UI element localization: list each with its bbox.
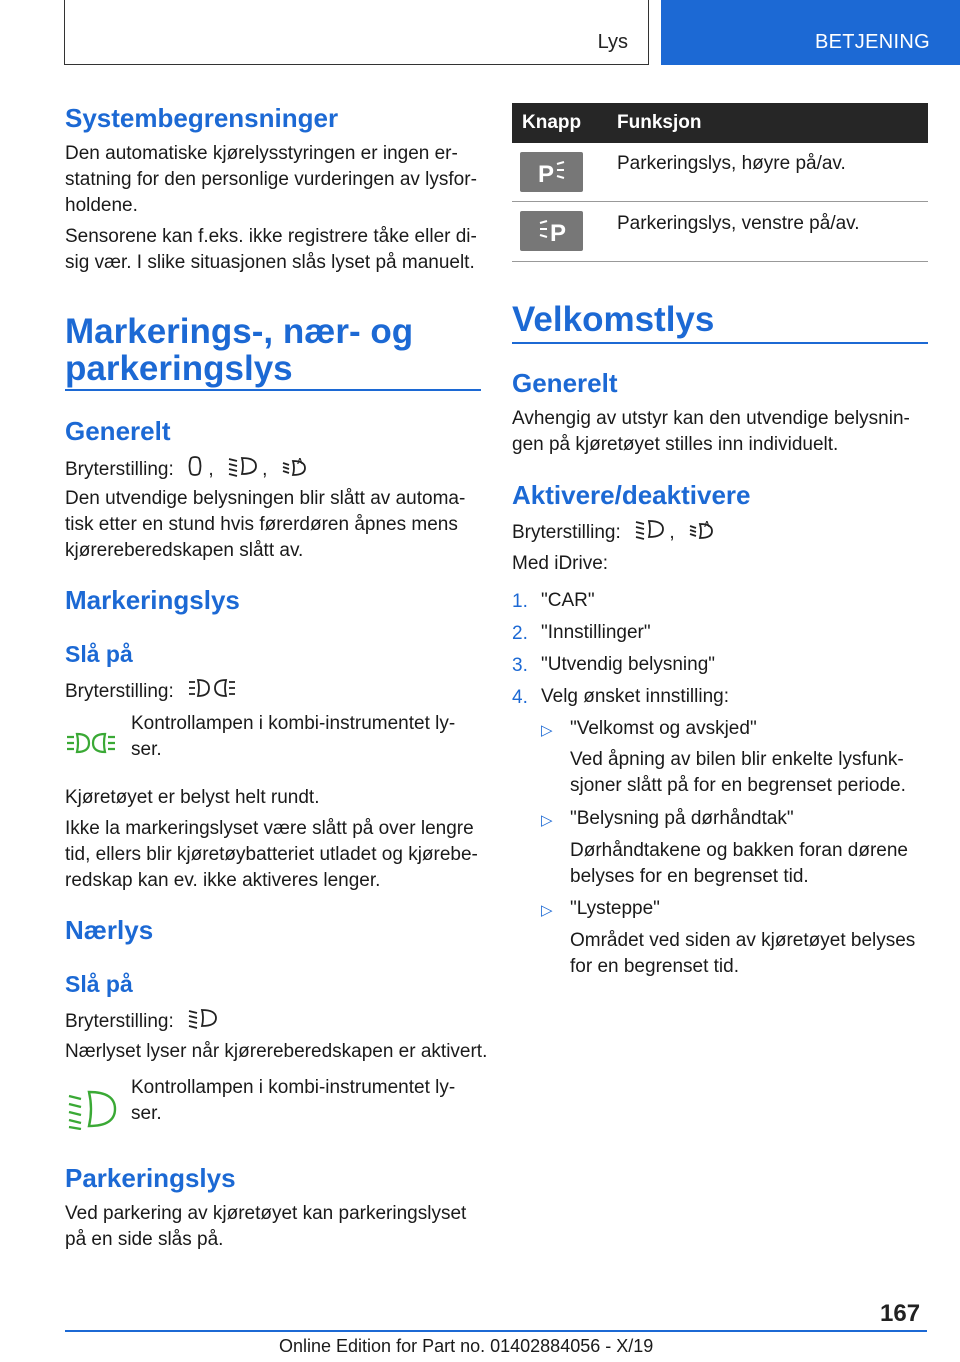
comma: ,	[669, 522, 675, 544]
switch-label: Bryterstilling:	[65, 1011, 174, 1033]
indicator-2-text-line-2: ser.	[131, 1103, 162, 1124]
comma: ,	[208, 459, 214, 481]
velkomst-generelt-line-1: Avhengig av utstyr kan den utvendige belysnin-	[512, 408, 910, 429]
heading-markeringslys: Markeringslys	[65, 585, 240, 615]
bullet-3: ▷	[541, 902, 553, 919]
table-row-2-text: Parkeringslys, venstre på/av.	[617, 213, 860, 234]
main-title-line-2: parkeringslys	[65, 349, 293, 388]
indicator-2-text-line-1: Kontrollampen i kombi-instrumentet ly-	[131, 1077, 456, 1098]
option-1-line-1: Ved åpning av bilen blir enkelte lysfunk-	[570, 749, 904, 770]
edition-note: Online Edition for Part no. 01402884056 - X/19	[279, 1336, 654, 1356]
auto-headlight-icon	[688, 518, 714, 548]
step-3-text: "Utvendig belysning"	[541, 654, 716, 675]
velkomstlys-rule	[512, 342, 928, 344]
table-header-knapp: Knapp	[522, 112, 582, 133]
sys-paragraph-2-line-2: sig vær. I slike situasjonen slås lyset på manuelt.	[65, 252, 475, 273]
heading-naerlys: Nærlys	[65, 915, 154, 945]
switch-position-line-1	[65, 455, 307, 485]
heading-sla-pa-2: Slå på	[65, 971, 133, 997]
step-2-text: "Innstillinger"	[541, 622, 651, 643]
parking-light-right-icon	[520, 152, 583, 192]
footer-rule	[65, 1330, 927, 1332]
sys-paragraph-1-line-3: holdene.	[65, 195, 138, 216]
option-1-title: "Velkomst og avskjed"	[570, 718, 757, 739]
parkeringslys-paragraph-line-2: på en side slås på.	[65, 1229, 224, 1250]
option-3-title: "Lysteppe"	[570, 898, 660, 919]
side-light-indicator-icon	[65, 730, 117, 761]
generelt-paragraph-line-1: Den utvendige belysningen blir slått av automa-	[65, 488, 466, 509]
table-header-funksjon: Funksjon	[617, 112, 702, 133]
switch-position-line-2	[65, 677, 237, 707]
sys-paragraph-1-line-1: Den automatiske kjørelysstyringen er ingen er-	[65, 143, 458, 164]
chapter-tab	[661, 0, 960, 65]
markeringslys-paragraph-2-line-3: redskap kan ev. ikke aktiveres lenger.	[65, 870, 381, 891]
switch-label: Bryterstilling:	[512, 522, 621, 544]
low-beam-icon	[227, 455, 257, 485]
side-light-icon	[187, 677, 237, 707]
heading-velkomstlys: Velkomstlys	[512, 300, 715, 339]
markeringslys-paragraph-2-line-2: tid, ellers blir kjøretøybatteriet utladet og kjørebe-	[65, 844, 478, 865]
svg-text:A: A	[703, 520, 710, 529]
switch-label: Bryterstilling:	[65, 681, 174, 703]
table-row-divider	[512, 201, 928, 202]
svg-text:P: P	[538, 161, 555, 188]
step-4-number: 4.	[512, 687, 528, 708]
markeringslys-paragraph-1: Kjøretøyet er belyst helt rundt.	[65, 787, 320, 808]
low-beam-icon	[634, 518, 664, 548]
heading-aktivere-deaktivere: Aktivere/deaktivere	[512, 480, 751, 510]
switch-position-line-3	[65, 1007, 217, 1037]
heading-parkeringslys: Parkeringslys	[65, 1163, 236, 1193]
switch-position-line-4	[512, 518, 714, 548]
parkeringslys-paragraph-line-1: Ved parkering av kjøretøyet kan parkeringslyset	[65, 1203, 467, 1224]
heading-systembegrensninger: Systembegrensninger	[65, 103, 339, 133]
chapter-title: BETJENING	[815, 31, 930, 53]
section-title: Lys	[597, 31, 628, 53]
table-bottom-rule	[512, 261, 928, 262]
header-box	[64, 0, 649, 65]
idrive-label: Med iDrive:	[512, 553, 609, 574]
comma: ,	[262, 459, 268, 481]
generelt-paragraph-line-2: tisk etter en stund hvis førerdøren åpnes mens	[65, 514, 458, 535]
step-3-number: 3.	[512, 655, 528, 676]
option-2-line-1: Dørhåndtakene og bakken foran dørene	[570, 840, 908, 861]
auto-headlight-icon	[281, 455, 307, 485]
main-title-line-1: Markerings-, nær- og	[65, 312, 414, 351]
bullet-1: ▷	[541, 722, 553, 739]
option-3-line-2: for en begrenset tid.	[570, 956, 739, 977]
naerlys-paragraph: Nærlyset lyser når kjørereberedskapen er aktivert.	[65, 1041, 488, 1062]
step-1-text: "CAR"	[541, 590, 595, 611]
low-beam-icon	[187, 1007, 217, 1037]
bullet-2: ▷	[541, 812, 553, 829]
table-row-1-text: Parkeringslys, høyre på/av.	[617, 153, 846, 174]
heading-generelt-right: Generelt	[512, 368, 618, 398]
indicator-1-text-line-1: Kontrollampen i kombi-instrumentet ly-	[131, 713, 456, 734]
svg-text:P: P	[550, 220, 567, 247]
heading-generelt-left: Generelt	[65, 416, 171, 446]
parking-light-left-icon	[520, 211, 583, 251]
generelt-paragraph-line-3: kjørereberedskapen slått av.	[65, 540, 304, 561]
option-2-line-2: belyses for en begrenset tid.	[570, 866, 809, 887]
svg-text:A: A	[296, 457, 303, 466]
step-1-number: 1.	[512, 591, 528, 612]
sys-paragraph-1-line-2: statning for den personlige vurderingen av lysfor-	[65, 169, 477, 190]
indicator-1-text-line-2: ser.	[131, 739, 162, 760]
step-2-number: 2.	[512, 623, 528, 644]
option-3-line-1: Området ved siden av kjøretøyet belyses	[570, 930, 916, 951]
velkomst-generelt-line-2: gen på kjøretøyet stilles inn individuelt.	[512, 434, 839, 455]
option-2-title: "Belysning på dørhåndtak"	[570, 808, 794, 829]
switch-label: Bryterstilling:	[65, 459, 174, 481]
markeringslys-paragraph-2-line-1: Ikke la markeringslyset være slått på over lengre	[65, 818, 474, 839]
auto-light-off-icon	[187, 455, 203, 485]
step-4-text: Velg ønsket innstilling:	[541, 686, 729, 707]
sys-paragraph-2-line-1: Sensorene kan f.eks. ikke registrere tåke eller di-	[65, 226, 477, 247]
main-title-rule	[65, 389, 481, 391]
page-number: 167	[880, 1300, 921, 1327]
option-1-line-2: sjoner slått på for en begrenset periode.	[570, 775, 906, 796]
heading-sla-pa-1: Slå på	[65, 641, 133, 667]
low-beam-indicator-icon	[67, 1088, 117, 1135]
table-header	[512, 103, 928, 143]
